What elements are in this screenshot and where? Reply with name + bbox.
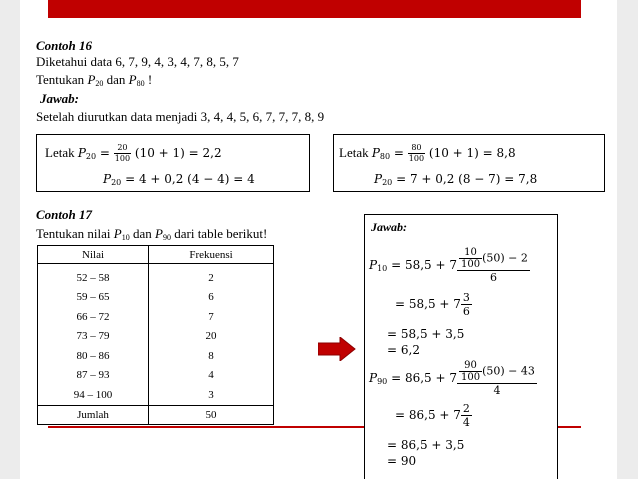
outer-denominator: 4 [493,384,501,397]
class-interval: 94 – 100 [38,385,149,405]
formula-rest: (10 + 1) = 2,2 [131,146,222,160]
question-end: dari table berikut! [170,226,268,241]
percentile-20-box [36,134,310,192]
p20-location-formula [45,143,222,164]
table-row [38,264,274,288]
fraction-numerator: 80 [408,143,425,154]
letak-label: Letak [45,145,78,160]
equals-sign: = [390,146,408,160]
table-row [38,366,274,386]
class-interval: 59 – 65 [38,288,149,308]
example-16-question [36,72,152,91]
example-16-title: Contoh 16 [36,38,92,53]
frequency: 6 [149,288,274,308]
frequency: 3 [149,385,274,405]
p-subscript: 20 [382,178,393,187]
p-subscript: 20 [111,178,122,187]
inner-fraction [459,360,482,383]
inner-numerator: 10 [459,247,482,259]
example-16-data: Diketahui data 6, 7, 9, 4, 3, 4, 7, 8, 5, 7 [36,54,239,69]
p-symbol: P [155,226,163,241]
table-total-row [38,405,274,424]
p-symbol: P [369,371,378,385]
formula-prefix: = 58,5 + 7 [387,258,457,272]
table-header-row [38,246,274,264]
frequency-table [37,245,274,425]
p80-location-formula [339,143,516,164]
question-prefix: Tentukan nilai [36,226,114,241]
example-17-title: Contoh 17 [36,207,92,222]
p-subscript: 10 [377,264,388,273]
fraction-denominator: 4 [462,416,470,429]
p-symbol: P [113,226,122,241]
p-symbol: P [77,146,86,160]
outer-fraction [457,247,530,284]
p80-value-formula [374,172,537,187]
table-row [38,288,274,308]
table-header-nilai: Nilai [38,246,149,264]
p10-step2 [395,291,472,318]
table-row [38,346,274,366]
inner-numerator: 90 [459,360,482,372]
p10-step1 [369,247,530,284]
p90-step2 [395,402,472,429]
frequency: 2 [149,264,274,288]
p-subscript: 80 [379,152,391,161]
table-row [38,385,274,405]
total-label: Jumlah [38,405,149,424]
p-symbol: P [128,72,137,87]
fraction [114,143,131,164]
fraction [461,291,472,318]
p-symbol: P [87,72,96,87]
inner-rest: (50) − 43 [482,364,535,378]
table-row [38,327,274,347]
p-subscript: 20 [85,152,97,161]
p20-value-formula [103,172,255,187]
class-interval: 73 – 79 [38,327,149,347]
class-interval: 52 – 58 [38,264,149,288]
p-subscript: 90 [377,377,388,386]
formula-rest: = 7 + 0,2 (8 − 7) = 7,8 [392,172,538,186]
outer-numerator [457,360,537,384]
percentile-80-box [333,134,605,192]
p-symbol: P [369,258,378,272]
question-prefix: Tentukan [36,72,88,87]
inner-denominator: 100 [461,372,481,383]
inner-denominator: 100 [461,259,481,270]
fraction-denominator: 6 [462,305,470,318]
class-interval: 80 – 86 [38,346,149,366]
p-subscript: 10 [121,233,130,242]
example-17-question [36,226,267,245]
p-subscript: 90 [162,233,171,242]
table-header-frekuensi: Frekuensi [149,246,274,264]
formula-prefix: = 86,5 + 7 [395,408,461,422]
letak-label: Letak [339,145,372,160]
p10-step4: = 6,2 [387,343,420,357]
fraction-numerator: 20 [114,143,131,154]
question-conjunction: dan [129,226,156,241]
outer-numerator [457,247,530,271]
p-subscript: 80 [136,79,145,88]
inner-rest: (50) − 2 [482,251,528,265]
p90-step4: = 90 [387,454,417,468]
p90-step3: = 86,5 + 3,5 [387,438,465,452]
fraction-denominator: 100 [114,154,131,163]
fraction-numerator: 2 [462,402,470,415]
class-interval: 87 – 93 [38,366,149,386]
fraction [461,402,472,429]
example-16-answer-label: Jawab: [40,91,79,106]
formula-rest: = 4 + 0,2 (4 − 4) = 4 [121,172,255,186]
p-symbol: P [374,172,383,186]
p-subscript: 20 [95,79,104,88]
right-arrow-icon [318,337,356,361]
outer-denominator: 6 [489,271,497,284]
formula-rest: (10 + 1) = 8,8 [425,146,516,160]
fraction-denominator: 100 [408,154,425,163]
class-interval: 66 – 72 [38,307,149,327]
p-symbol: P [371,146,380,160]
formula-prefix: = 86,5 + 7 [387,371,457,385]
answer-title: Jawab: [371,220,407,234]
answer-box [364,214,558,479]
frequency: 4 [149,366,274,386]
frequency: 20 [149,327,274,347]
table-row [38,307,274,327]
equals-sign: = [96,146,114,160]
top-red-bar [48,0,581,18]
question-end: ! [144,72,153,87]
p-symbol: P [103,172,112,186]
example-16-sorted-data: Setelah diurutkan data menjadi 3, 4, 4, 5, 6, 7, 7, 7, 8, 9 [36,109,325,124]
total-value: 50 [149,405,274,424]
fraction-numerator: 3 [462,291,470,304]
frequency: 8 [149,346,274,366]
p90-step1 [369,360,537,397]
frequency: 7 [149,307,274,327]
question-conjunction: dan [103,72,129,87]
outer-fraction [457,360,537,397]
fraction [408,143,425,164]
p10-step3: = 58,5 + 3,5 [387,327,465,341]
formula-prefix: = 58,5 + 7 [395,297,461,311]
inner-fraction [459,247,482,270]
